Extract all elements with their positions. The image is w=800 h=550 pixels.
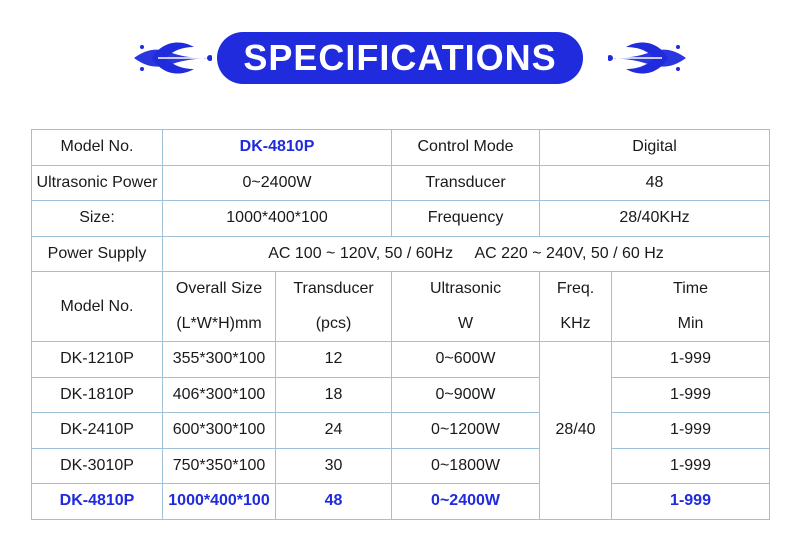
header [0,28,800,88]
transducer-cell: 18 [276,377,392,413]
models-unit-freq: KHz [540,307,612,342]
transducer-cell: 48 [276,484,392,520]
models-header-freq: Freq. [540,272,612,307]
transducer-cell: 12 [276,342,392,378]
model-cell: DK-2410P [32,413,163,449]
spec-control-mode-value: Digital [540,130,770,166]
ultrasonic-cell: 0~1800W [392,448,540,484]
models-unit-size: (L*W*H)mm [163,307,276,342]
flourish-ornament-icon [132,39,212,77]
spec-model-value: DK-4810P [163,130,392,166]
models-unit-time: Min [612,307,770,342]
freq-shared-cell: 28/40 [540,342,612,520]
model-cell: DK-1810P [32,377,163,413]
time-cell: 1-999 [612,342,770,378]
spec-row-supply [32,236,770,272]
spec-frequency-value: 28/40KHz [540,201,770,237]
transducer-cell: 24 [276,413,392,449]
size-cell: 750*350*100 [163,448,276,484]
time-cell: 1-999 [612,413,770,449]
size-cell: 406*300*100 [163,377,276,413]
models-header-transducer: Transducer [276,272,392,307]
time-cell: 1-999 [612,377,770,413]
spec-row-size [32,201,770,237]
model-cell: DK-4810P [32,484,163,520]
size-cell: 600*300*100 [163,413,276,449]
table-row [32,342,770,378]
models-unit-ultrasonic: W [392,307,540,342]
table-row [32,377,770,413]
spec-size-value: 1000*400*100 [163,201,392,237]
size-cell: 1000*400*100 [163,484,276,520]
ultrasonic-cell: 0~1200W [392,413,540,449]
transducer-cell: 30 [276,448,392,484]
spec-supply-value: AC 100 ~ 120V, 50 / 60Hz AC 220 ~ 240V, 50 / 60 Hz [163,236,770,272]
spec-power-value: 0~2400W [163,165,392,201]
spec-supply-label: Power Supply [32,236,163,272]
models-header-ultrasonic: Ultrasonic [392,272,540,307]
spec-row-power [32,165,770,201]
spec-transducer-label: Transducer [392,165,540,201]
models-header-time: Time [612,272,770,307]
models-unit-transducer: (pcs) [276,307,392,342]
spec-table [31,129,770,520]
models-header-row [32,272,770,307]
models-header-model: Model No. [32,272,163,342]
page-title: SPECIFICATIONS [217,32,583,84]
flourish-ornament-icon [608,39,688,77]
ultrasonic-cell: 0~2400W [392,484,540,520]
spec-control-mode-label: Control Mode [392,130,540,166]
spec-row-model [32,130,770,166]
ultrasonic-cell: 0~900W [392,377,540,413]
spec-model-label: Model No. [32,130,163,166]
time-cell: 1-999 [612,484,770,520]
spec-frequency-label: Frequency [392,201,540,237]
spec-power-label: Ultrasonic Power [32,165,163,201]
ultrasonic-cell: 0~600W [392,342,540,378]
size-cell: 355*300*100 [163,342,276,378]
table-row [32,413,770,449]
spec-transducer-value: 48 [540,165,770,201]
spec-size-label: Size: [32,201,163,237]
model-cell: DK-3010P [32,448,163,484]
table-row-highlighted [32,484,770,520]
models-header-size: Overall Size [163,272,276,307]
time-cell: 1-999 [612,448,770,484]
table-row [32,448,770,484]
model-cell: DK-1210P [32,342,163,378]
